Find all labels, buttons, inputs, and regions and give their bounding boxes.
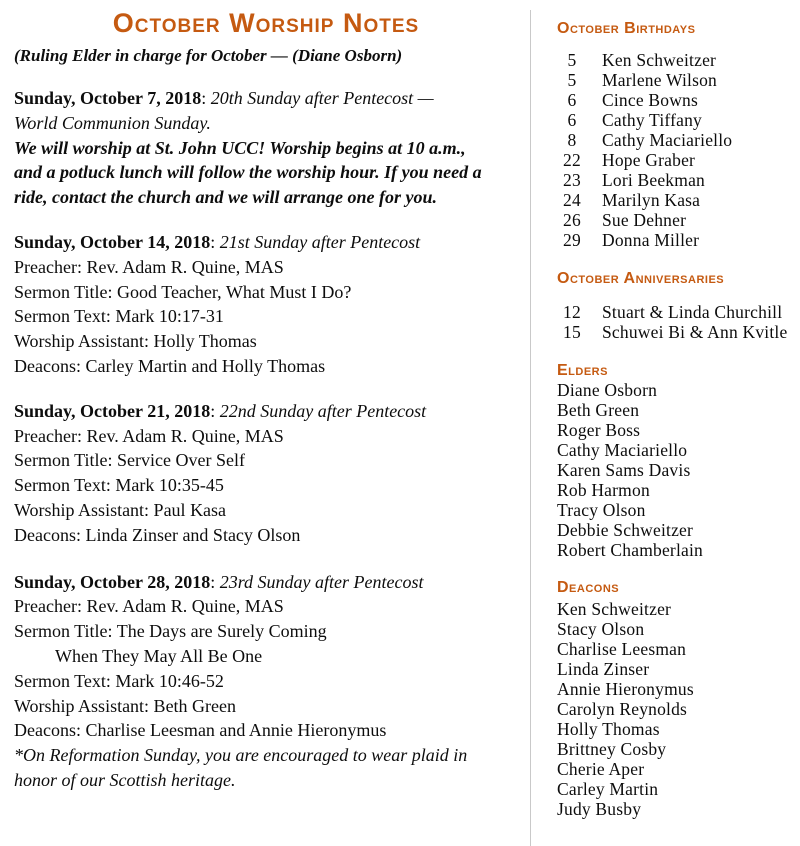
birthday-day: 23 bbox=[563, 170, 581, 190]
sermon-title-line: Sermon Title: The Days are Surely Coming bbox=[14, 621, 327, 642]
birthday-name: Cince Bowns bbox=[602, 90, 699, 110]
anniversaries-heading: October Anniversaries bbox=[557, 270, 725, 287]
service-season: 20th Sunday after Pentecost — bbox=[210, 88, 434, 108]
birthday-row bbox=[557, 190, 796, 210]
birthday-name: Cathy Maciariello bbox=[602, 130, 733, 150]
anniversary-row bbox=[557, 302, 796, 322]
reformation-note-line: *On Reformation Sunday, you are encouraged to wear plaid in bbox=[14, 745, 468, 766]
elder-name: Karen Sams Davis bbox=[557, 460, 691, 480]
birthday-name: Sue Dehner bbox=[602, 210, 687, 230]
birthday-row bbox=[557, 90, 796, 110]
birthday-row bbox=[557, 170, 796, 190]
service-section-october-28 bbox=[14, 570, 518, 793]
preacher-line: Preacher: Rev. Adam R. Quine, MAS bbox=[14, 596, 284, 617]
worship-assistant-line: Worship Assistant: Paul Kasa bbox=[14, 499, 227, 520]
birthdays-list bbox=[557, 50, 796, 250]
birthday-day: 29 bbox=[563, 230, 581, 250]
birthday-day: 6 bbox=[567, 110, 577, 130]
birthday-name: Ken Schweitzer bbox=[602, 50, 717, 70]
announcement-line: and a potluck lunch will follow the worship hour. If you need a bbox=[14, 162, 482, 183]
birthday-day: 8 bbox=[567, 130, 577, 150]
birthday-name: Hope Graber bbox=[602, 150, 696, 170]
sermon-title-line: Sermon Title: Service Over Self bbox=[14, 450, 245, 471]
preacher-line: Preacher: Rev. Adam R. Quine, MAS bbox=[14, 425, 284, 446]
service-date: Sunday, October 14, 2018 bbox=[14, 231, 211, 252]
deacons-list bbox=[557, 599, 796, 819]
birthday-day: 24 bbox=[563, 190, 581, 210]
deacon-name: Linda Zinser bbox=[557, 659, 650, 679]
sermon-title-line: Sermon Title: Good Teacher, What Must I Do? bbox=[14, 281, 352, 302]
deacon-name: Stacy Olson bbox=[557, 619, 645, 639]
service-heading bbox=[14, 399, 518, 424]
birthday-row bbox=[557, 210, 796, 230]
birthday-row bbox=[557, 230, 796, 250]
sermon-text-line: Sermon Text: Mark 10:46-52 bbox=[14, 670, 224, 691]
deacon-name: Carolyn Reynolds bbox=[557, 699, 688, 719]
service-season: 21st Sunday after Pentecost bbox=[219, 231, 421, 252]
heading-separator: : bbox=[210, 571, 220, 592]
birthday-day: 22 bbox=[563, 150, 581, 170]
anniversary-row bbox=[557, 322, 796, 342]
service-heading bbox=[14, 570, 518, 595]
deacon-name: Charlise Leesman bbox=[557, 639, 687, 659]
announcement-line: ride, contact the church and we will arrange one for you. bbox=[14, 187, 438, 208]
service-section-october-21 bbox=[14, 399, 518, 548]
elder-name: Diane Osborn bbox=[557, 380, 658, 400]
birthday-row bbox=[557, 130, 796, 150]
birthday-day: 5 bbox=[567, 50, 577, 70]
deacons-line: Deacons: Linda Zinser and Stacy Olson bbox=[14, 524, 301, 545]
anniversary-name: Stuart & Linda Churchill bbox=[602, 302, 783, 322]
birthday-row bbox=[557, 110, 796, 130]
birthday-name: Cathy Tiffany bbox=[602, 110, 703, 130]
deacon-name: Holly Thomas bbox=[557, 719, 660, 739]
worship-assistant-line: Worship Assistant: Holly Thomas bbox=[14, 331, 257, 352]
anniversary-day: 12 bbox=[563, 302, 581, 322]
elder-name: Rob Harmon bbox=[557, 480, 650, 500]
sermon-title-continuation-line: When They May All Be One bbox=[55, 645, 263, 666]
deacons-line: Deacons: Carley Martin and Holly Thomas bbox=[14, 355, 326, 376]
service-date: Sunday, October 21, 2018 bbox=[14, 400, 211, 421]
elder-name: Cathy Maciariello bbox=[557, 440, 688, 460]
heading-separator: : bbox=[201, 88, 211, 108]
deacon-name: Cherie Aper bbox=[557, 759, 645, 779]
birthday-name: Donna Miller bbox=[602, 230, 700, 250]
birthday-row bbox=[557, 50, 796, 70]
service-season: 23rd Sunday after Pentecost bbox=[219, 571, 424, 592]
page-title: October Worship Notes bbox=[112, 8, 420, 38]
ruling-elder-note: (Ruling Elder in charge for October — (Diane Osborn) bbox=[14, 46, 403, 65]
deacon-name: Annie Hieronymus bbox=[557, 679, 694, 699]
service-season: 22nd Sunday after Pentecost bbox=[219, 400, 427, 421]
birthday-day: 6 bbox=[567, 90, 577, 110]
preacher-line: Preacher: Rev. Adam R. Quine, MAS bbox=[14, 256, 284, 277]
birthdays-heading: October Birthdays bbox=[557, 20, 696, 37]
service-heading bbox=[14, 86, 518, 111]
heading-separator: : bbox=[210, 400, 220, 421]
deacon-name: Brittney Cosby bbox=[557, 739, 667, 759]
service-date: Sunday, October 28, 2018 bbox=[14, 571, 211, 592]
birthday-day: 5 bbox=[567, 70, 577, 90]
service-section-october-7 bbox=[14, 86, 518, 210]
deacons-line: Deacons: Charlise Leesman and Annie Hieronymus bbox=[14, 720, 387, 741]
elder-name: Debbie Schweitzer bbox=[557, 520, 694, 540]
sermon-text-line: Sermon Text: Mark 10:17-31 bbox=[14, 306, 224, 327]
anniversaries-list bbox=[557, 302, 796, 342]
service-section-october-14 bbox=[14, 230, 518, 379]
elders-heading: Elders bbox=[557, 362, 608, 379]
elder-name: Beth Green bbox=[557, 400, 640, 420]
sermon-text-line: Sermon Text: Mark 10:35-45 bbox=[14, 475, 224, 496]
elder-name: Roger Boss bbox=[557, 420, 641, 440]
deacon-name: Judy Busby bbox=[557, 799, 642, 819]
anniversary-day: 15 bbox=[563, 322, 581, 342]
deacons-heading: Deacons bbox=[557, 579, 620, 596]
birthday-row bbox=[557, 150, 796, 170]
elder-name: Robert Chamberlain bbox=[557, 540, 703, 560]
elder-name: Tracy Olson bbox=[557, 500, 646, 520]
heading-separator: : bbox=[210, 231, 220, 252]
lists-column bbox=[531, 0, 800, 846]
season-continuation-line: World Communion Sunday. bbox=[14, 112, 211, 133]
worship-assistant-line: Worship Assistant: Beth Green bbox=[14, 695, 237, 716]
anniversary-name: Schuwei Bi & Ann Kvitle bbox=[602, 322, 788, 342]
birthday-day: 26 bbox=[563, 210, 581, 230]
deacon-name: Ken Schweitzer bbox=[557, 599, 672, 619]
service-heading bbox=[14, 230, 518, 255]
announcement-line: We will worship at St. John UCC! Worship begins at 10 a.m., bbox=[14, 137, 466, 158]
service-date: Sunday, October 7, 2018 bbox=[14, 88, 202, 108]
birthday-name: Marilyn Kasa bbox=[602, 190, 701, 210]
birthday-name: Lori Beekman bbox=[602, 170, 705, 190]
elders-list bbox=[557, 380, 796, 560]
reformation-note-line: honor of our Scottish heritage. bbox=[14, 769, 236, 790]
birthday-name: Marlene Wilson bbox=[602, 70, 718, 90]
deacon-name: Carley Martin bbox=[557, 779, 659, 799]
birthday-row bbox=[557, 70, 796, 90]
